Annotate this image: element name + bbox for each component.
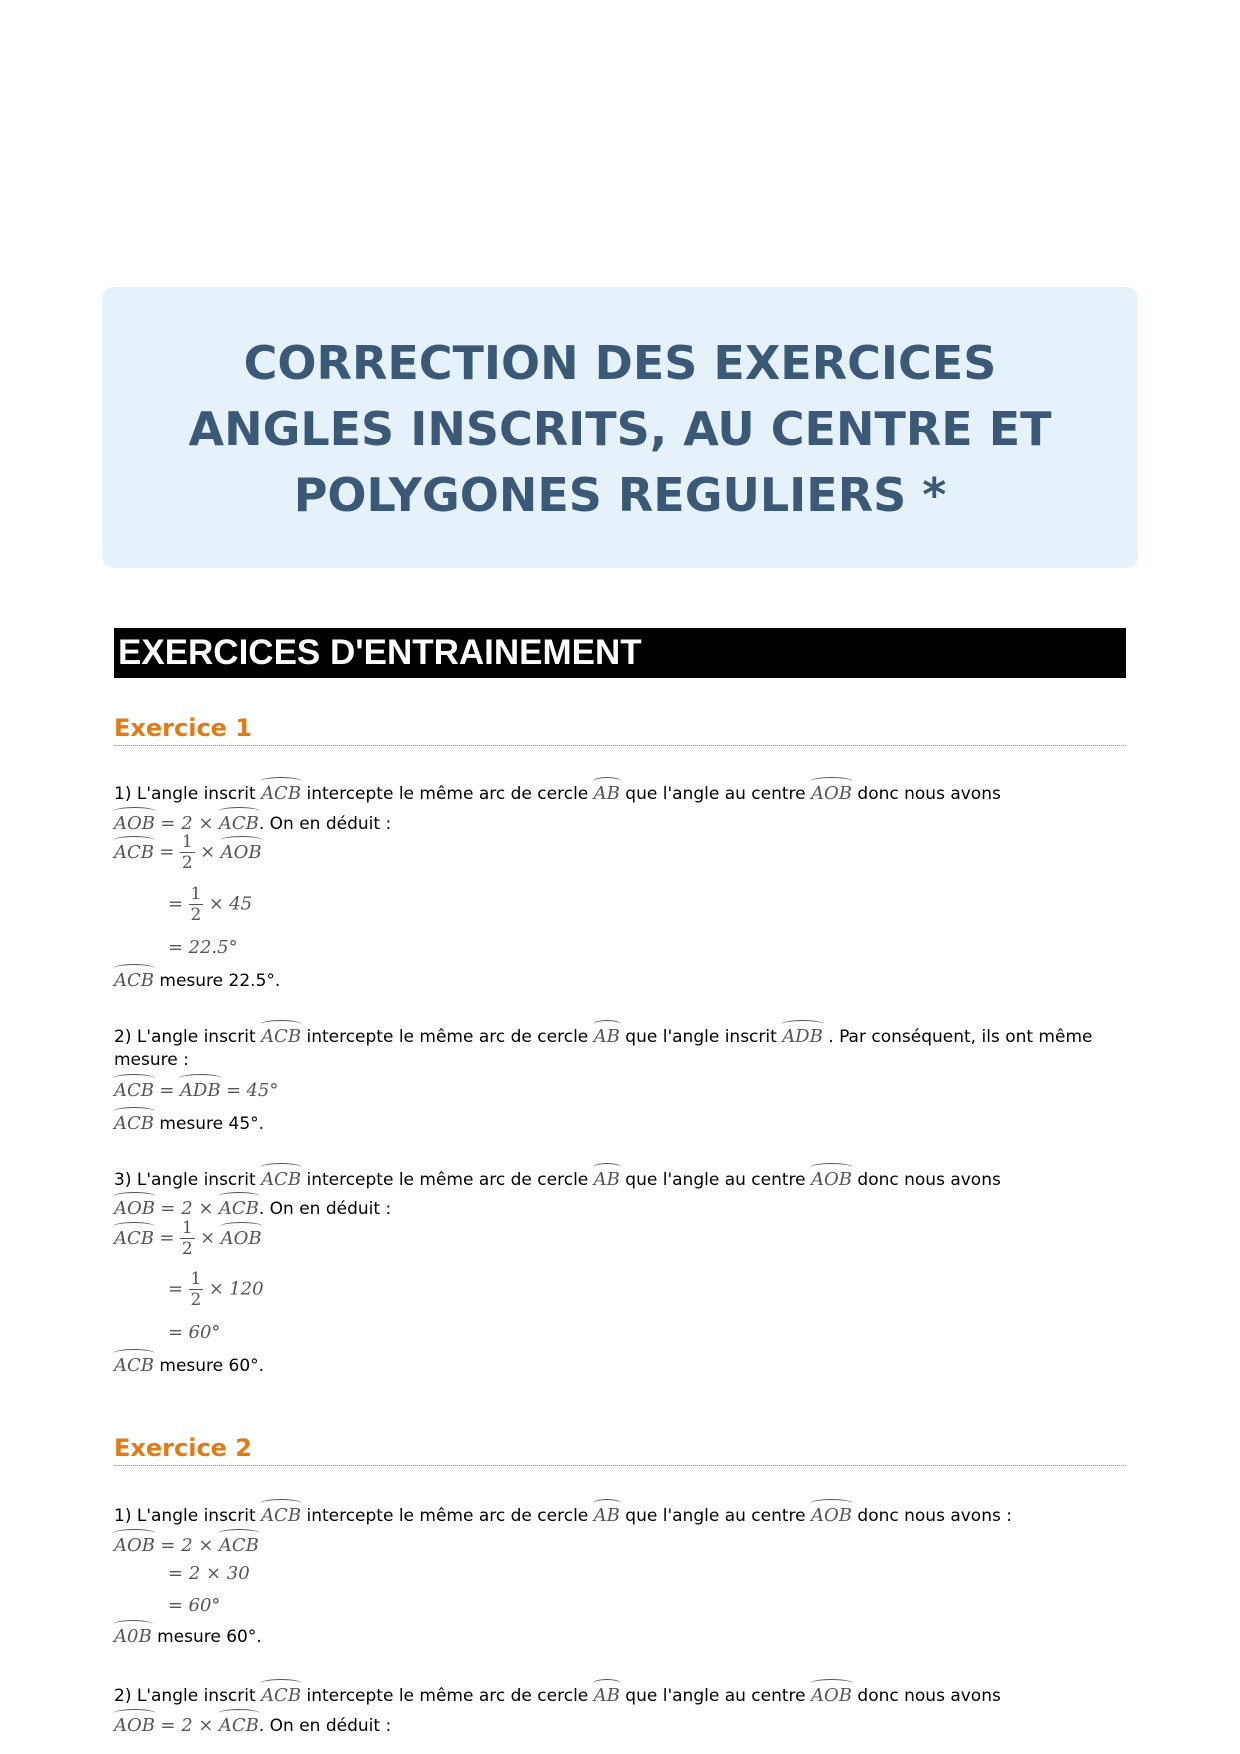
exercise-2-title: Exercice 2 [114,1434,252,1462]
ex1-p3-conclusion: ACB mesure 60°. [114,1352,264,1377]
ex2-p1-step1: = 2 × 30 [168,1563,250,1584]
angle-a0b: A0B [114,1623,152,1648]
ex1-p2-intro-cont: mesure : [114,1050,189,1070]
angle-adb: ADB [782,1023,823,1048]
ex1-p3-step3: = 60° [168,1322,221,1343]
ex2-p1-relation: AOB = 2 × ACB [114,1532,259,1557]
ex1-p3-intro: 3) L'angle inscrit ACB intercepte le même arc de cercle AB que l'angle au centre AOB donc nous avons [114,1166,1001,1191]
ex1-p3-step2: = $\frac{1}{2}$ × 120 [168,1269,264,1310]
arc-ab: AB [594,780,620,805]
ex1-p1-step3: = 22.5° [168,937,238,958]
section-title: EXERCICES D'ENTRAINEMENT [118,633,642,672]
angle-acb: ACB [261,780,301,805]
ex1-p1-relation: AOB = 2 × ACB. On en déduit : [114,810,391,835]
ex2-p1-conclusion: A0B mesure 60°. [114,1623,262,1648]
ex2-p2-intro: 2) L'angle inscrit ACB intercepte le même arc de cercle AB que l'angle au centre AOB donc nous avons [114,1682,1001,1707]
ex2-p1-step2: = 60° [168,1595,221,1616]
ex1-p1-step1: ACB = $\frac{1}{2}$ × AOB [114,832,262,873]
ex2-p1-intro: 1) L'angle inscrit ACB intercepte le même arc de cercle AB que l'angle au centre AOB donc nous avons : [114,1502,1012,1527]
exercise-1-title: Exercice 1 [114,714,252,742]
ex1-p3-relation: AOB = 2 × ACB. On en déduit : [114,1195,391,1220]
page-title: CORRECTION DES EXERCICES ANGLES INSCRITS, AU CENTRE ET POLYGONES REGULIERS * [188,336,1052,522]
ex1-p3-step1: ACB = $\frac{1}{2}$ × AOB [114,1218,262,1259]
exercise-1-rule [114,745,1126,746]
ex2-p2-relation: AOB = 2 × ACB. On en déduit : [114,1712,391,1737]
exercise-2-rule [114,1465,1126,1466]
ex1-p2-intro: 2) L'angle inscrit ACB intercepte le même arc de cercle AB que l'angle inscrit ADB . Par conséquent, ils ont même [114,1023,1092,1048]
angle-aob: AOB [811,780,852,805]
ex1-p1-conclusion: ACB mesure 22.5°. [114,967,280,992]
ex1-p2-equality: ACB = ADB = 45° [114,1077,278,1102]
ex1-p2-conclusion: ACB mesure 45°. [114,1110,264,1135]
half-fraction: $\frac{1}{2}$ [181,832,193,873]
ex1-p1-intro: 1) L'angle inscrit ACB intercepte le même arc de cercle AB que l'angle au centre AOB donc nous avons [114,780,1001,805]
ex1-p1-step2: = $\frac{1}{2}$ × 45 [168,884,253,925]
